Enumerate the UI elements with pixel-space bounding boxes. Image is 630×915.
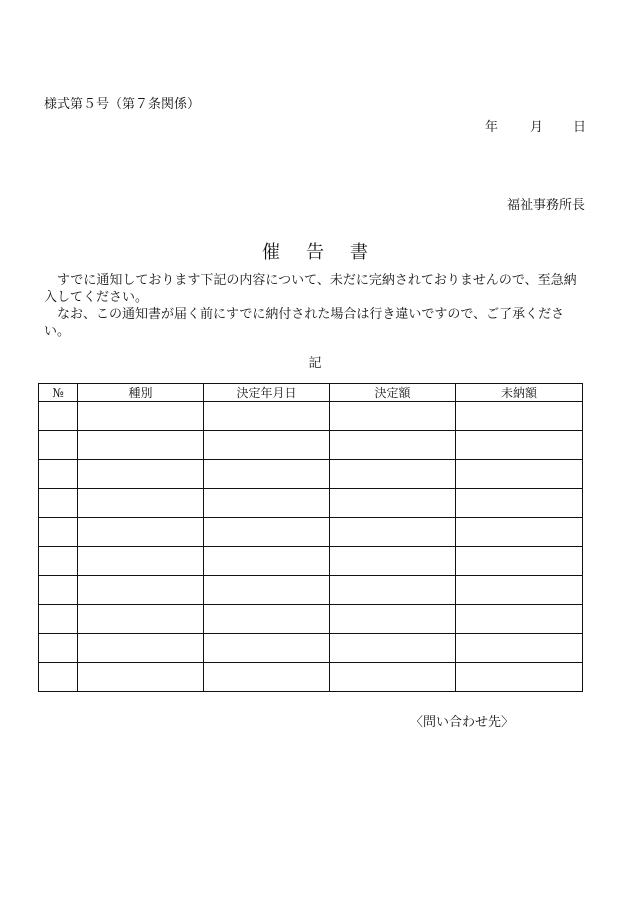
table-cell bbox=[204, 402, 330, 431]
table-cell bbox=[330, 518, 456, 547]
table-cell bbox=[78, 489, 204, 518]
table-cell bbox=[78, 547, 204, 576]
table-cell bbox=[204, 605, 330, 634]
table-cell bbox=[78, 663, 204, 692]
table-cell bbox=[456, 489, 583, 518]
table-cell bbox=[456, 663, 583, 692]
date-year-label: 年 bbox=[485, 120, 499, 135]
body-paragraph-2: なお、この通知書が届く前にすでに納付された場合は行き違いですので、ご了承ください。 bbox=[44, 307, 565, 339]
table-cell bbox=[78, 402, 204, 431]
table-cell bbox=[204, 489, 330, 518]
table-cell bbox=[456, 460, 583, 489]
table-cell bbox=[330, 402, 456, 431]
table-cell bbox=[330, 663, 456, 692]
table-cell bbox=[39, 460, 78, 489]
table-cell bbox=[330, 576, 456, 605]
table-cell bbox=[204, 663, 330, 692]
arrears-table bbox=[38, 383, 583, 692]
table-cell bbox=[456, 431, 583, 460]
table-cell bbox=[456, 605, 583, 634]
table-cell bbox=[204, 634, 330, 663]
table-cell bbox=[39, 431, 78, 460]
table-row bbox=[39, 489, 583, 518]
table-cell bbox=[39, 489, 78, 518]
table-row bbox=[39, 576, 583, 605]
table-cell bbox=[456, 576, 583, 605]
table-cell bbox=[78, 518, 204, 547]
table-cell bbox=[204, 518, 330, 547]
table-cell bbox=[204, 431, 330, 460]
table-row bbox=[39, 402, 583, 431]
title-char: 書 bbox=[350, 242, 368, 263]
table-cell bbox=[78, 431, 204, 460]
table-row bbox=[39, 518, 583, 547]
document-title bbox=[0, 238, 630, 264]
table-cell bbox=[204, 576, 330, 605]
table-row bbox=[39, 605, 583, 634]
date-day-label: 日 bbox=[573, 120, 587, 135]
table-row bbox=[39, 431, 583, 460]
issuer-name: 福祉事務所長 bbox=[506, 198, 585, 213]
table-cell bbox=[330, 460, 456, 489]
header-no: № bbox=[39, 384, 78, 402]
ki-heading: 記 bbox=[308, 356, 322, 371]
table-cell bbox=[78, 634, 204, 663]
title-char: 催 bbox=[262, 242, 280, 263]
title-char: 告 bbox=[306, 242, 324, 263]
header-decision-amount: 決定額 bbox=[330, 384, 456, 402]
table-row bbox=[39, 663, 583, 692]
table-body bbox=[39, 402, 583, 692]
table-cell bbox=[78, 576, 204, 605]
table-cell bbox=[39, 402, 78, 431]
table-cell bbox=[456, 547, 583, 576]
table-cell bbox=[78, 605, 204, 634]
table-row bbox=[39, 460, 583, 489]
header-unpaid-amount: 未納額 bbox=[456, 384, 583, 402]
inquiry-label: 〈問い合わせ先〉 bbox=[410, 715, 515, 730]
table-cell bbox=[39, 663, 78, 692]
form-number: 様式第５号（第７条関係） bbox=[44, 97, 201, 112]
table-cell bbox=[456, 518, 583, 547]
table-cell bbox=[39, 634, 78, 663]
table-cell bbox=[456, 634, 583, 663]
table-cell bbox=[39, 518, 78, 547]
table-cell bbox=[330, 634, 456, 663]
table-cell bbox=[78, 460, 204, 489]
header-type: 種別 bbox=[78, 384, 204, 402]
table-cell bbox=[456, 402, 583, 431]
table-cell bbox=[330, 605, 456, 634]
body-paragraph-1: すでに通知しております下記の内容について、未だに完納されておりませんので、至急納入してください。 bbox=[44, 273, 577, 305]
table-cell bbox=[39, 576, 78, 605]
table-cell bbox=[39, 547, 78, 576]
table-cell bbox=[330, 431, 456, 460]
date-month-label: 月 bbox=[530, 120, 544, 135]
table-cell bbox=[204, 460, 330, 489]
table-cell bbox=[39, 605, 78, 634]
table-cell bbox=[204, 547, 330, 576]
header-decision-date: 決定年月日 bbox=[204, 384, 330, 402]
table-cell bbox=[330, 547, 456, 576]
table-row bbox=[39, 547, 583, 576]
table-header-row bbox=[39, 384, 583, 402]
table-row bbox=[39, 634, 583, 663]
table-cell bbox=[330, 489, 456, 518]
